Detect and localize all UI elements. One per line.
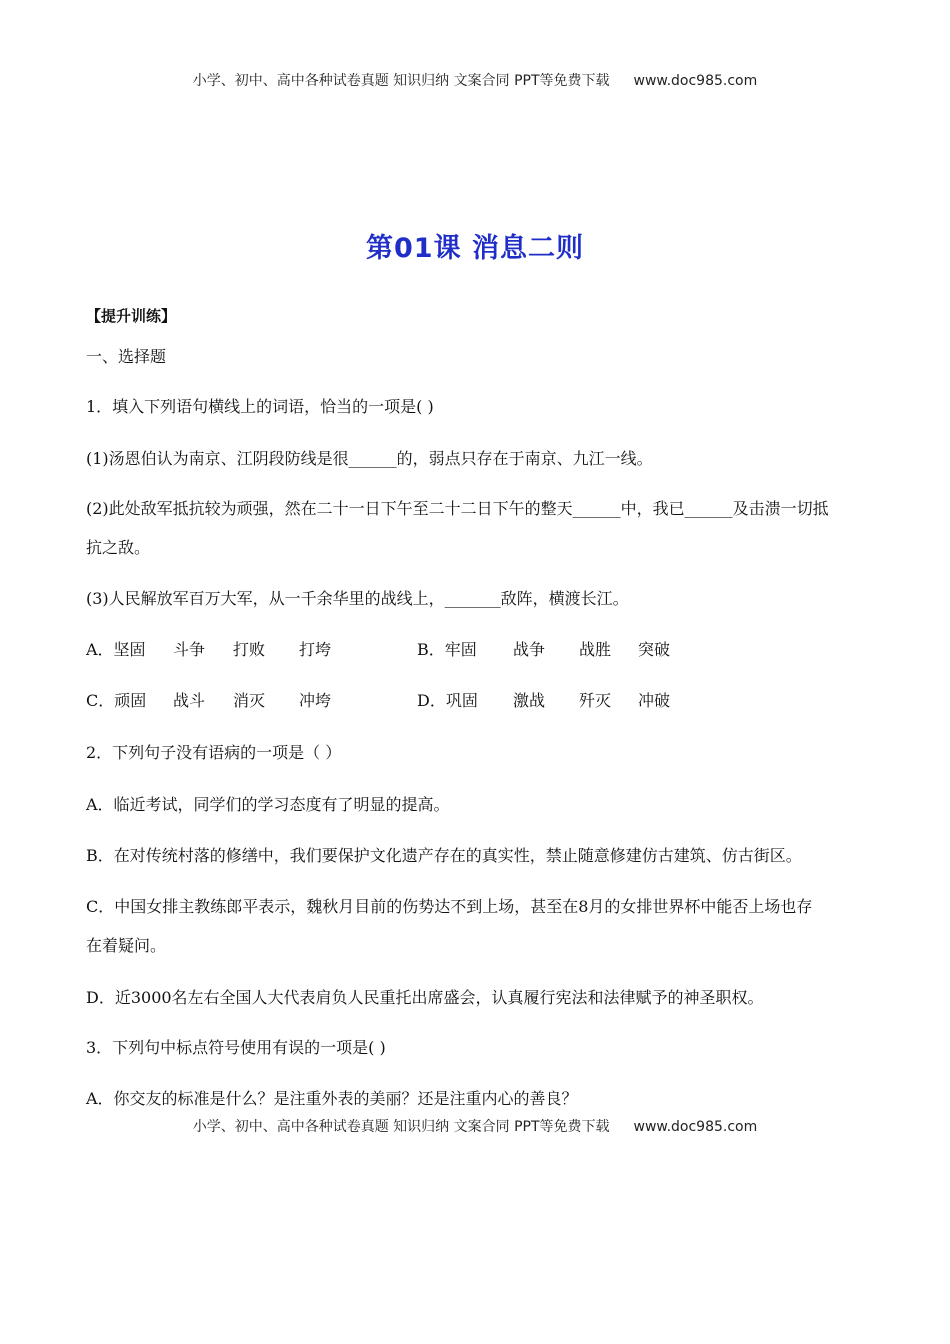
q1-option-c-word-2: 战斗 <box>173 691 206 710</box>
q1-option-a-word-2: 斗争 <box>173 640 206 659</box>
q2-option-b[interactable]: B．在对传统村落的修缮中，我们要保护文化遗产存在的真实性，禁止随意修建仿古建筑、仿古街区。 <box>86 846 802 865</box>
question-1-sentence-2-cont: 抗之敌。 <box>86 538 151 557</box>
page-header <box>0 70 950 90</box>
q2-option-d[interactable]: D．近3000名左右全国人大代表肩负人民重托出席盛会，认真履行宪法和法律赋予的神圣职权。 <box>86 988 764 1007</box>
q1-option-d-word-4: 冲破 <box>638 691 671 710</box>
footer-url[interactable]: www.doc985.com <box>633 1119 758 1135</box>
question-1-sentence-1: (1)汤恩伯认为南京、江阴段防线是很______的，弱点只存在于南京、九江一线。 <box>86 449 653 468</box>
question-3-stem: 3．下列句中标点符号使用有误的一项是( ) <box>86 1038 386 1057</box>
part-heading: 一、选择题 <box>86 347 167 366</box>
q1-option-b-word-3: 战胜 <box>579 640 612 659</box>
header-url[interactable]: www.doc985.com <box>633 73 758 89</box>
question-1-sentence-2: (2)此处敌军抵抗较为顽强，然在二十一日下午至二十二日下午的整天______中，我已______及击溃一切抵 <box>86 499 829 518</box>
question-1-stem: 1．填入下列语句横线上的词语，恰当的一项是( ) <box>86 397 434 416</box>
q1-option-c[interactable]: C．顽固 <box>86 691 147 710</box>
section-heading: 【提升训练】 <box>86 307 177 325</box>
q1-option-d-word-2: 激战 <box>513 691 546 710</box>
footer-text: 小学、初中、高中各种试卷真题 知识归纳 文案合同 PPT等免费下载 <box>192 1119 610 1135</box>
q1-option-a[interactable]: A．坚固 <box>86 640 146 659</box>
q1-option-a-word-4: 打垮 <box>299 640 332 659</box>
q2-option-c-cont: 在着疑问。 <box>86 936 167 955</box>
question-2-stem: 2．下列句子没有语病的一项是（ ） <box>86 743 342 762</box>
q1-option-b-word-4: 突破 <box>638 640 671 659</box>
q1-option-a-word-3: 打败 <box>233 640 266 659</box>
q3-option-a[interactable]: A．你交友的标准是什么？是注重外表的美丽？还是注重内心的善良？ <box>86 1089 578 1108</box>
page-footer <box>0 1116 950 1136</box>
header-text: 小学、初中、高中各种试卷真题 知识归纳 文案合同 PPT等免费下载 <box>192 73 610 89</box>
q2-option-c[interactable]: C．中国女排主教练郎平表示，魏秋月目前的伤势达不到上场，甚至在8月的女排世界杯中能否上场也存 <box>86 897 813 916</box>
q1-option-d-word-3: 歼灭 <box>579 691 612 710</box>
q1-option-c-word-4: 冲垮 <box>299 691 332 710</box>
question-1-sentence-3: (3)人民解放军百万大军，从一千余华里的战线上，_______敌阵，横渡长江。 <box>86 589 629 608</box>
q1-option-c-word-3: 消灭 <box>233 691 266 710</box>
page-title: 第01课 消息二则 <box>366 233 584 264</box>
q2-option-a[interactable]: A．临近考试，同学们的学习态度有了明显的提高。 <box>86 795 450 814</box>
q1-option-b-word-2: 战争 <box>513 640 546 659</box>
q1-option-b[interactable]: B．牢固 <box>417 640 477 659</box>
q1-option-d[interactable]: D．巩固 <box>417 691 478 710</box>
